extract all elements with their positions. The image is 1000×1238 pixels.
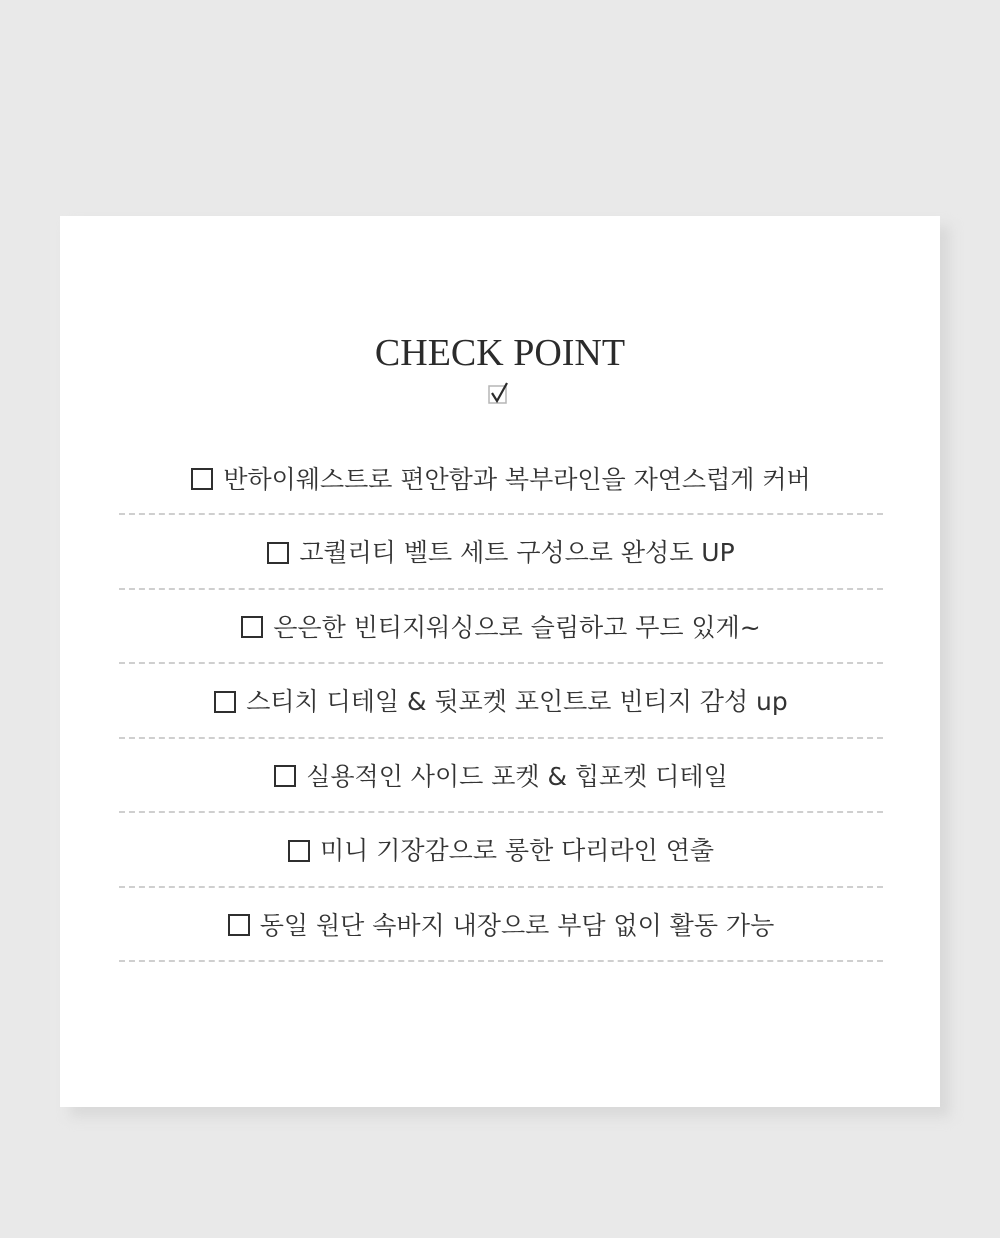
check-point-item-text: 스티치 디테일 & 뒷포켓 포인트로 빈티지 감성 up	[246, 687, 788, 717]
check-point-item-text: 은은한 빈티지워싱으로 슬림하고 무드 있게~	[273, 612, 761, 642]
check-point-item	[119, 664, 883, 739]
check-point-item	[119, 813, 883, 888]
check-point-item	[119, 442, 883, 515]
check-point-item	[119, 590, 883, 665]
check-point-title: CHECK POINT	[374, 332, 626, 374]
check-point-list	[119, 442, 883, 962]
check-point-item	[119, 515, 883, 590]
checkbox-empty-icon	[228, 914, 250, 936]
checkbox-empty-icon	[241, 616, 263, 638]
check-point-item	[119, 888, 883, 963]
check-point-item-text: 반하이웨스트로 편안함과 복부라인을 자연스럽게 커버	[223, 464, 811, 494]
check-point-item	[119, 739, 883, 814]
checkbox-empty-icon	[267, 542, 289, 564]
checkbox-checked-icon	[488, 382, 510, 404]
checkbox-empty-icon	[288, 840, 310, 862]
checkbox-empty-icon	[274, 765, 296, 787]
check-point-item-text: 미니 기장감으로 롱한 다리라인 연출	[319, 836, 715, 866]
checkbox-empty-icon	[191, 468, 213, 490]
check-point-item-text: 동일 원단 속바지 내장으로 부담 없이 활동 가능	[259, 910, 775, 940]
checkbox-empty-icon	[214, 691, 236, 713]
check-point-card	[60, 216, 940, 1107]
check-point-item-text: 고퀄리티 벨트 세트 구성으로 완성도 UP	[299, 538, 735, 568]
check-point-item-text: 실용적인 사이드 포켓 & 힙포켓 디테일	[306, 761, 728, 791]
